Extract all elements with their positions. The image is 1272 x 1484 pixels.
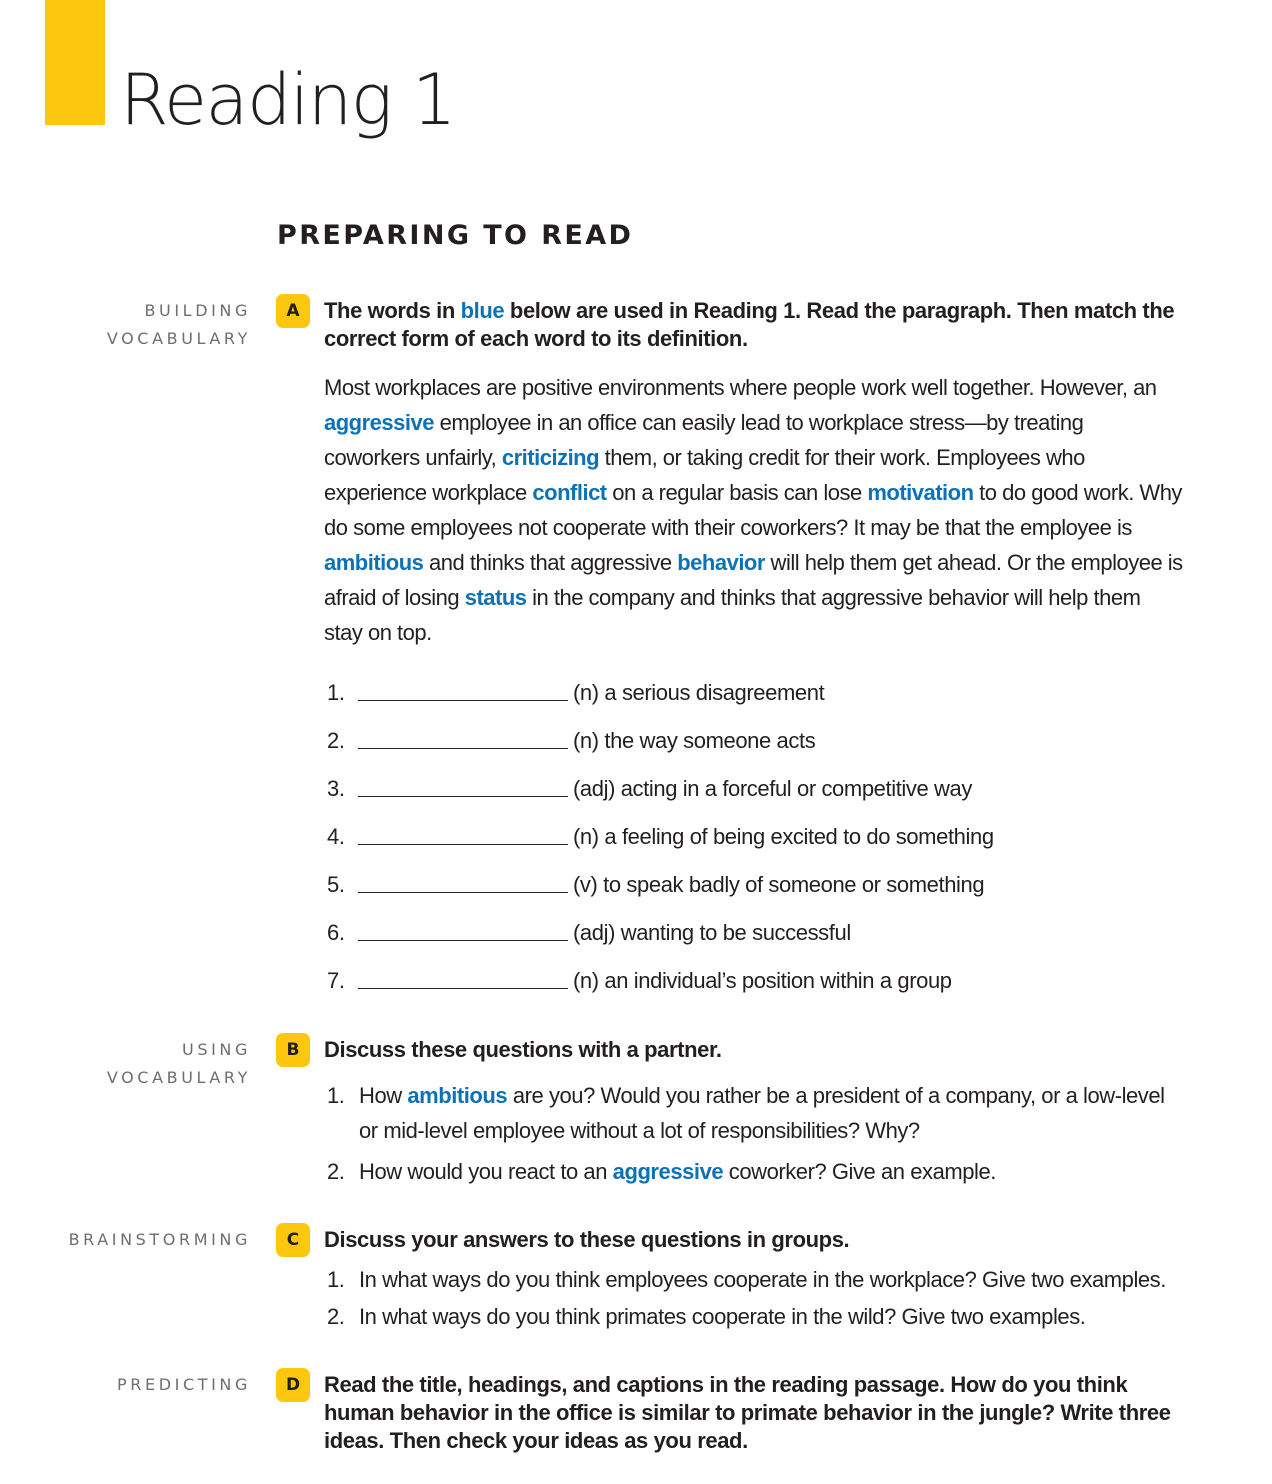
side-label-predicting: PREDICTING [117,1375,251,1394]
definition-text: (adj) acting in a forceful or competitive way [573,776,972,801]
definition-number: 5. [327,872,345,897]
side-label-line: USING [182,1040,251,1059]
question-item [327,1299,1207,1334]
definition-number: 2. [327,728,345,753]
keyword-status: status [464,585,527,610]
answer-blank[interactable] [358,844,568,845]
side-label-building-vocabulary [107,297,251,353]
definition-text: (adj) wanting to be successful [573,920,851,945]
question-fragment: are you? Would you rather be a president of a company, or a low-level or mid-level employee without a lot of responsibilities? Why? [359,1083,1165,1143]
keyword-motivation: motivation [867,480,974,505]
definition-number: 4. [327,824,345,849]
exercise-c-badge: C [276,1223,310,1257]
question-text [359,1154,1177,1189]
reading-paragraph [324,370,1184,650]
keyword-behavior: behavior [677,550,765,575]
definition-number: 7. [327,968,345,993]
paragraph-text: to do good work. Why do some employees not cooperate with their coworkers? It may be that the employee is [324,480,1182,540]
paragraph-text: employee in an office can easily lead to workplace stress—by treating coworkers unfairly, [324,410,1084,470]
side-label-line: VOCABULARY [106,329,251,348]
exercise-c-instruction: Discuss your answers to these questions in groups. [324,1227,850,1252]
paragraph-text: and thinks that aggressive [423,550,678,575]
definition-number: 6. [327,920,345,945]
paragraph-text: on a regular basis can lose [606,480,868,505]
side-label-line: BUILDING [144,301,251,320]
keyword-blue: blue [460,298,505,323]
accent-bar [45,0,105,125]
keyword-ambitious: ambitious [324,550,424,575]
question-item [327,1154,1177,1189]
section-heading: PREPARING TO READ [277,220,634,251]
definition-text: (n) an individual’s position within a group [573,968,952,993]
page-title: Reading 1 [120,59,455,141]
answer-blank[interactable] [358,940,568,941]
paragraph-text: them, or taking credit for their work. Employees who experience workplace [324,445,1085,505]
definition-text: (n) a feeling of being excited to do something [573,824,994,849]
question-item [327,1262,1207,1297]
answer-blank[interactable] [358,988,568,989]
keyword-criticizing: criticizing [501,445,600,470]
question-number: 2. [327,1159,345,1184]
exercise-a-badge: A [276,294,310,328]
keyword-aggressive: aggressive [612,1159,724,1184]
side-label-line: VOCABULARY [106,1068,251,1087]
exercise-a-instruction [324,297,1204,353]
instruction-text: below are used in Reading 1. Read the paragraph. Then match the correct form of each word to its definition. [324,298,1175,351]
question-fragment: How would you react to an [359,1159,613,1184]
exercise-d-instruction: Read the title, headings, and captions in the reading passage. How do you think human behavior in the office is similar to primate behavior in the jungle? Write three ideas. Then check your ideas as you read. [324,1372,1171,1453]
paragraph-text: in the company and thinks that aggressive behavior will help them stay on top. [324,585,1141,645]
question-number: 1. [327,1083,345,1108]
question-fragment: coworker? Give an example. [723,1159,996,1184]
exercise-d-badge: D [276,1368,310,1402]
definition-number: 3. [327,776,345,801]
answer-blank[interactable] [358,892,568,893]
paragraph-text: will help them get ahead. Or the employee is afraid of losing [324,550,1183,610]
answer-blank[interactable] [358,700,568,701]
definition-text: (v) to speak badly of someone or something [573,872,985,897]
definition-text: (n) a serious disagreement [573,680,825,705]
definition-text: (n) the way someone acts [573,728,816,753]
side-label-brainstorming: BRAINSTORMING [68,1230,251,1249]
instruction-text: The words in [324,298,461,323]
definition-number: 1. [327,680,345,705]
answer-blank[interactable] [358,748,568,749]
paragraph-text: Most workplaces are positive environments where people work well together. However, an [324,375,1157,400]
question-item [327,1078,1177,1148]
question-text: In what ways do you think employees cooperate in the workplace? Give two examples. [359,1267,1166,1292]
exercise-b-instruction: Discuss these questions with a partner. [324,1037,722,1062]
question-number: 2. [327,1304,345,1329]
question-text: In what ways do you think primates cooperate in the wild? Give two examples. [359,1304,1086,1329]
side-label-using-vocabulary [107,1036,251,1092]
question-text [359,1078,1177,1148]
keyword-ambitious: ambitious [407,1083,508,1108]
answer-blank[interactable] [358,796,568,797]
question-number: 1. [327,1267,345,1292]
question-fragment: How [359,1083,408,1108]
keyword-aggressive: aggressive [324,410,434,435]
exercise-b-badge: B [276,1033,310,1067]
keyword-conflict: conflict [532,480,607,505]
